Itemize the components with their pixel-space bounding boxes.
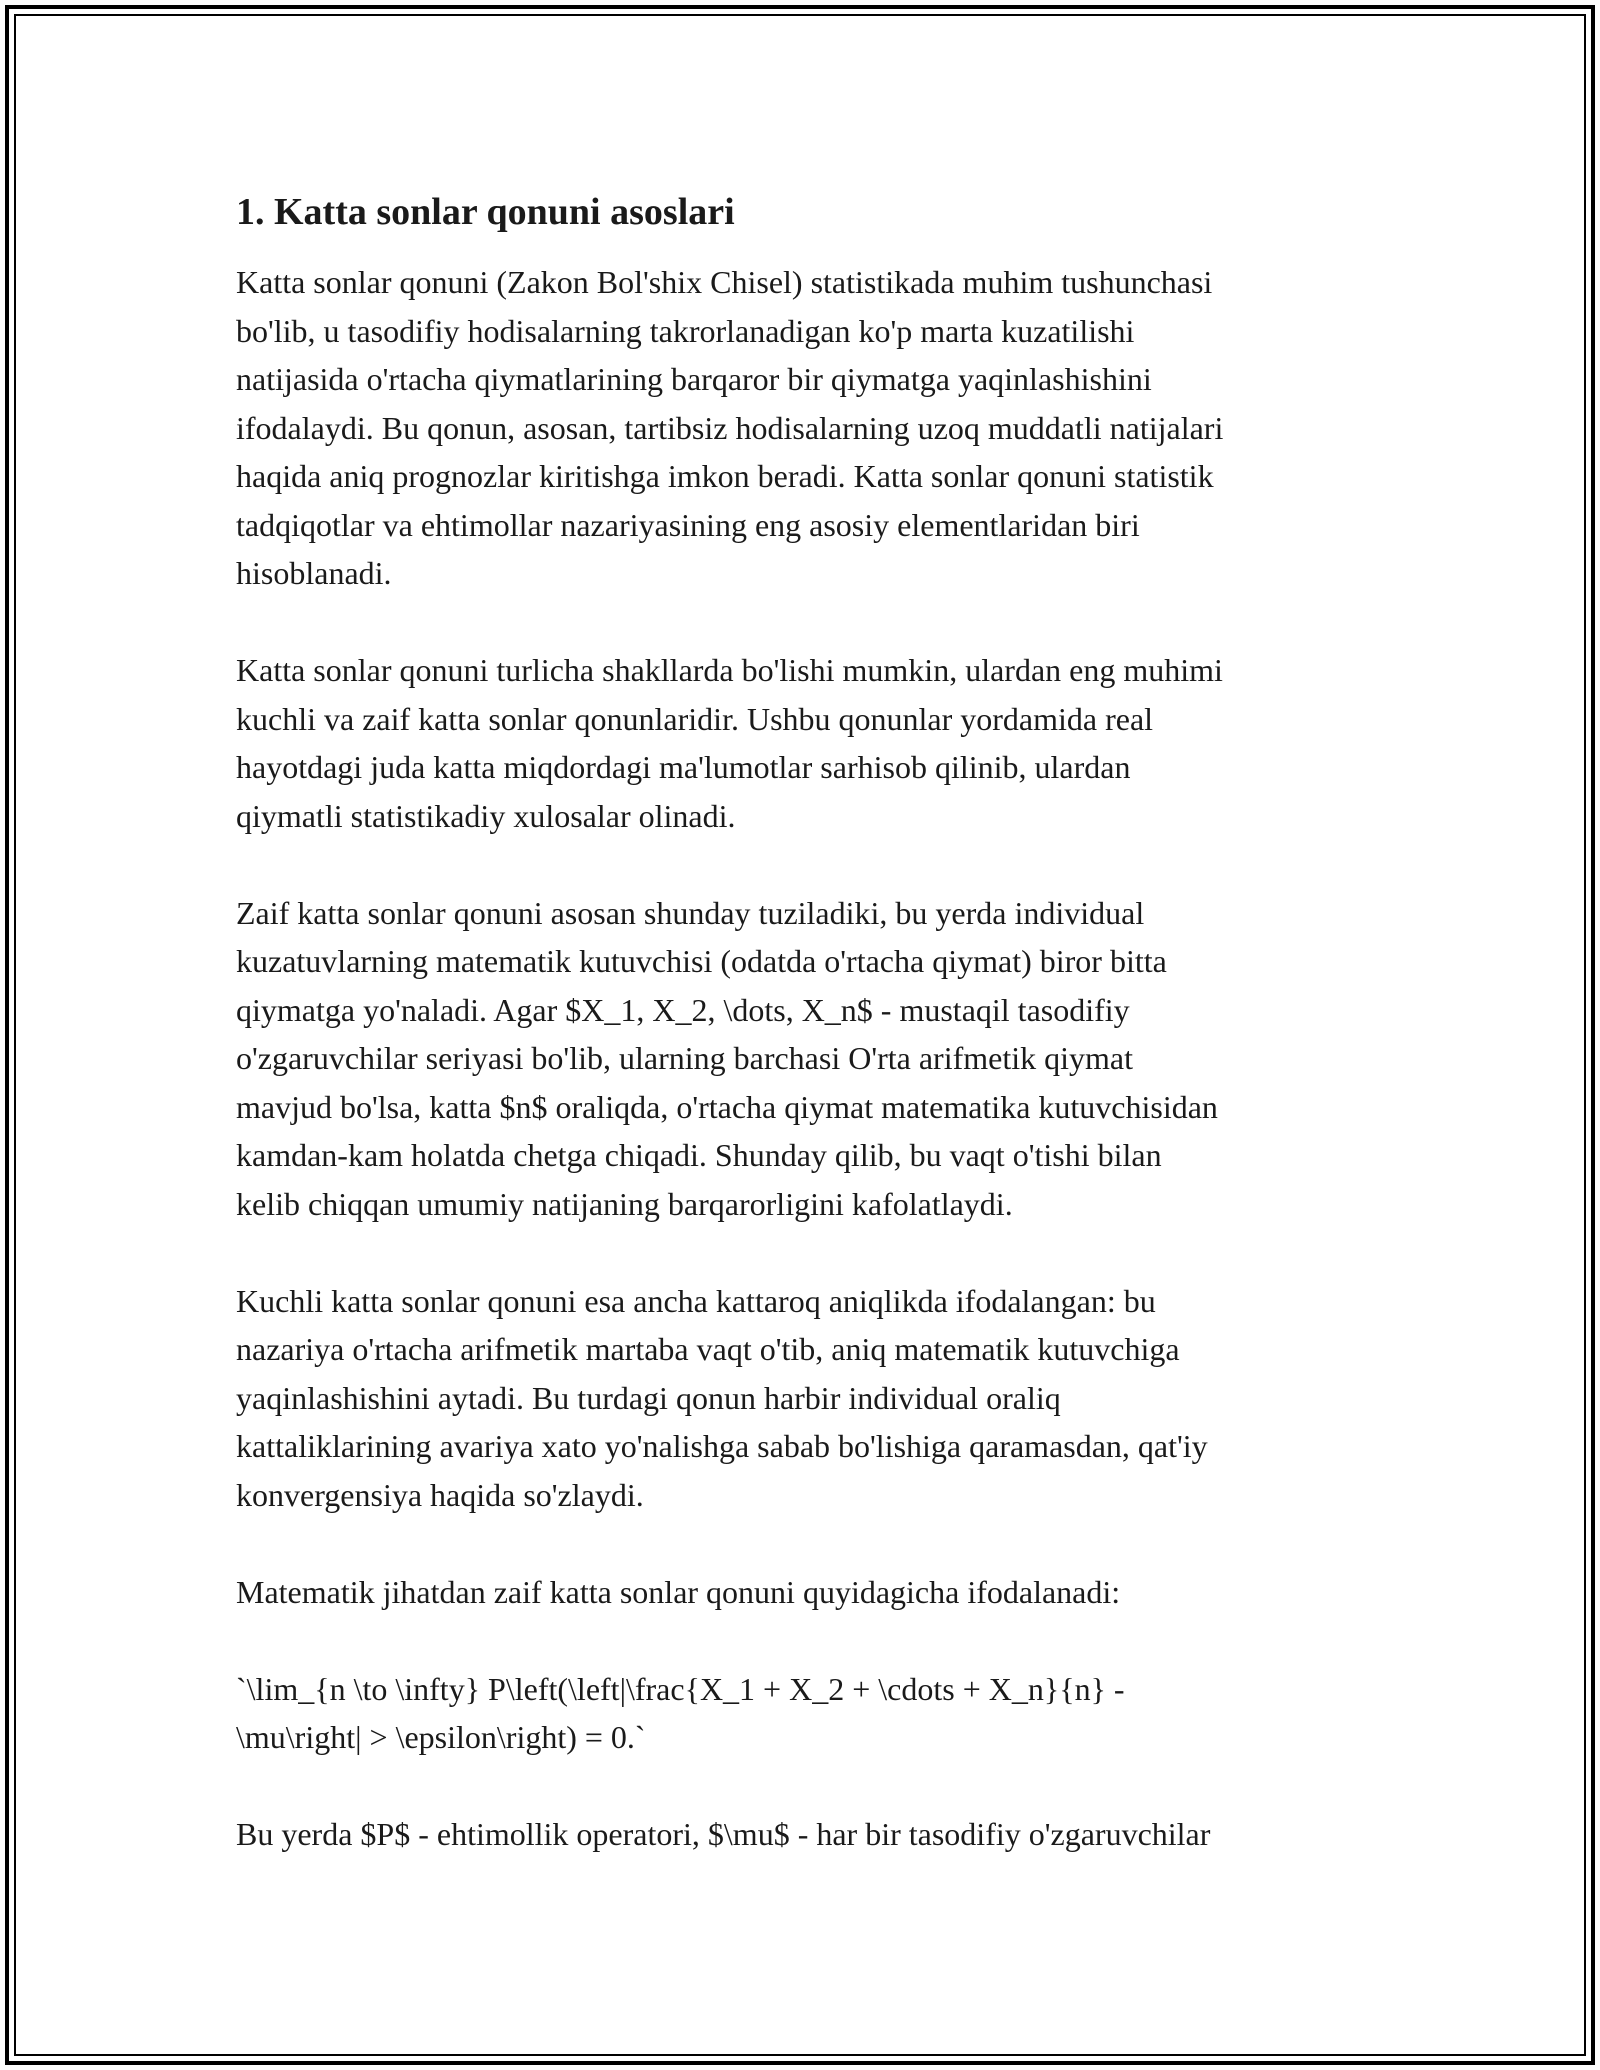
paragraph-math-intro: Matematik jihatdan zaif katta sonlar qonuni quyidagicha ifodalanadi:: [236, 1573, 1121, 1610]
paragraph-strong-law: Kuchli katta sonlar qonuni esa ancha kattaroq aniqlikda ifodalangan: bu nazariya o'rtacha arifmetik martaba vaqt o'tib, aniq matematik kutuvchiga yaqinlashishini aytadi. Bu turdagi qonun harbir individual oraliq kattaliklarining avariya xato yo'nalishga sabab bo'lishiga qaramasdan, qat'iy konvergensiya haqida so'zlaydi.: [236, 1282, 1208, 1513]
paragraph-definitions: Bu yerda $P$ - ehtimollik operatori, $\mu$ - har bir tasodifiy o'zgaruvchilar: [236, 1816, 1211, 1852]
paragraph-weak-law: Zaif katta sonlar qonuni asosan shunday tuziladiki, bu yerda individual kuzatuvlarning matematik kutuvchisi (odatda o'rtacha qiymat) biror bitta qiymatga yo'naladi. Agar $X_1, X_2, \dots, X_n$ - mustaqil tasodifiy o'zgaruvchilar seriyasi bo'lib, ularning barchasi O'rta arifmetik qiymat mavjud bo'lsa, katta $n$ oraliqda, o'rtacha qiymat matematika kutuvchisidan kamdan-kam holatda chetga chiqadi. Shunday qilib, bu vaqt o'tishi bilan kelib chiqqan umumiy natijaning barqarorligini kafolatlaydi.: [236, 894, 1218, 1222]
formula-weak-law: `\lim_{n \to \infty} P\left(\left|\frac{X_1 + X_2 + \cdots + X_n}{n} - \mu\right| > \epsilon\right) = 0.`: [236, 1670, 1125, 1755]
paragraph-intro: Katta sonlar qonuni (Zakon Bol'shix Chisel) statistikada muhim tushunchasi bo'lib, u tasodifiy hodisalarning takrorlanadigan ko'p marta kuzatilishi natijasida o'rtacha qiymatlarining barqaror bir qiymatga yaqinlashishini ifodalaydi. Bu qonun, asosan, tartibsiz hodisalarning uzoq muddatli natijalari haqida aniq prognozlar kiritishga imkon beradi. Katta sonlar qonuni statistik tadqiqotlar va ehtimollar nazariyasining eng asosiy elementlaridan biri hisoblanadi.: [236, 264, 1224, 591]
document-body: [236, 186, 1396, 1907]
section-heading: 1. Katta sonlar qonuni asoslari: [236, 191, 735, 233]
paragraph-forms: Katta sonlar qonuni turlicha shakllarda bo'lishi mumkin, ulardan eng muhimi kuchli va zaif katta sonlar qonunlaridir. Ushbu qonunlar yordamida real hayotdagi juda katta miqdordagi ma'lumotlar sarhisob qilinib, ulardan qiymatli statistikadiy xulosalar olinadi.: [236, 652, 1223, 834]
